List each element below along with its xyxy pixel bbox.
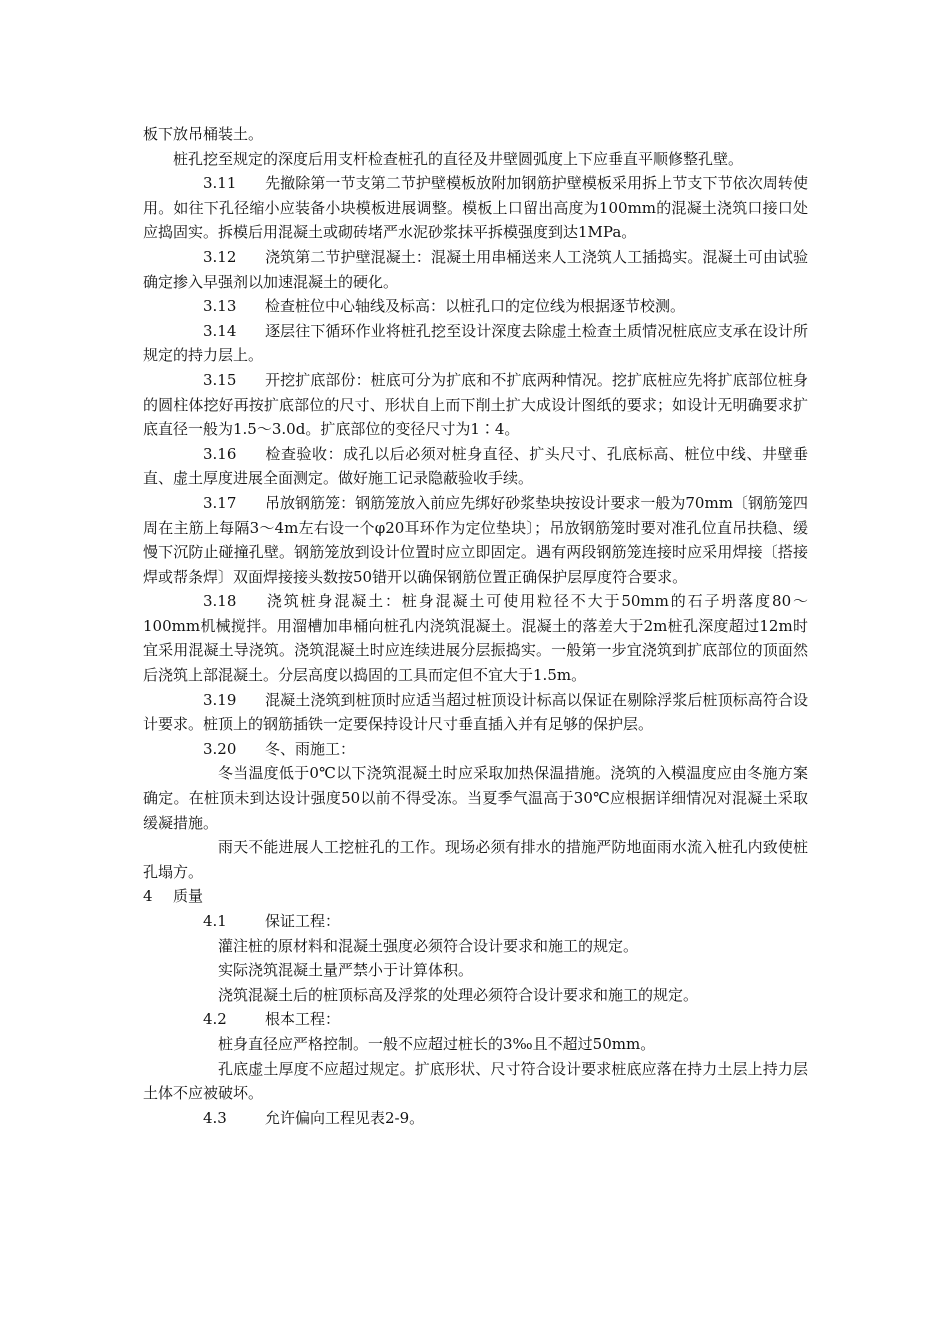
- paragraph-continuation: 板下放吊桶装土。: [143, 125, 264, 143]
- paragraph-winter-construction: 冬当温度低于0℃以下浇筑混凝土时应采取加热保温措施。浇筑的入模温度应由冬施方案确定。在桩顶未到达设计强度50以前不得受冻。当夏季气温高于30℃应根据详细情况对混凝土采取缓凝措施。: [143, 764, 808, 832]
- clause-number: 3.19: [203, 690, 237, 709]
- clause-number: 4.3: [203, 1108, 227, 1127]
- section-title: 质量: [173, 887, 204, 906]
- clause-text: 浇筑桩身混凝土：桩身混凝土可使用粒径不大于50mm的石子坍落度80～100mm机械搅拌。用溜槽加串桶向桩孔内浇筑混凝土。混凝土的落差大于2m桩孔深度超过12m时宜采用混凝土导浇筑。浇筑混凝土时应连续进展分层振捣实。一般第一步宜浇筑到扩底部位的顶面然后浇筑上部混凝土。分层高度以捣固的工具而定但不宜大于1.5m。: [143, 592, 808, 685]
- clause-text: 冬、雨施工：: [265, 739, 356, 758]
- clause-number: 4.2: [203, 1010, 227, 1029]
- paragraph-rain-construction: 雨天不能进展人工挖桩孔的工作。现场必须有排水的措施严防地面雨水流入桩孔内致使桩孔塌方。: [143, 838, 808, 881]
- section-number: 4: [143, 887, 153, 906]
- clause-4-2: [143, 1007, 808, 1032]
- list-item: 实际浇筑混凝土量严禁小于计算体积。: [218, 961, 474, 980]
- clause-number: 3.16: [203, 444, 237, 463]
- clause-number: 3.15: [203, 370, 237, 389]
- list-item: 浇筑混凝土后的桩顶标高及浮浆的处理必须符合设计要求和施工的规定。: [218, 985, 699, 1004]
- clause-3-12: [143, 245, 808, 294]
- clause-text: 保证工程：: [265, 912, 341, 930]
- clause-text: 开挖扩底部份：桩底可分为扩底和不扩底两种情况。挖扩底桩应先将扩底部位桩身的圆柱体挖好再按扩底部位的尺寸、形状自上而下削土扩大成设计图纸的要求；如设计无明确要求扩底直径一般为1.5～3.0d。扩底部位的变径尺寸为1∶4。: [143, 370, 808, 439]
- clause-4-3: [143, 1106, 808, 1131]
- clause-3-15: [143, 368, 808, 442]
- clause-number: 3.20: [203, 739, 237, 758]
- clause-3-11: [143, 171, 808, 245]
- clause-3-18: [143, 589, 808, 687]
- clause-number: 3.18: [203, 592, 237, 611]
- clause-3-14: [143, 319, 808, 368]
- clause-3-13: [143, 294, 808, 319]
- paragraph-pile-diameter: 桩身直径应严格控制。一般不应超过桩长的3‰且不超过50mm。: [218, 1034, 656, 1053]
- clause-3-20: [143, 737, 808, 762]
- clause-number: 3.14: [203, 321, 237, 340]
- clause-number: 3.13: [203, 297, 237, 316]
- clause-text: 浇筑第二节护壁混凝土：混凝土用串桶送来人工浇筑人工插捣实。混凝土可由试验确定掺入早强剂以加速混凝土的硬化。: [143, 247, 808, 291]
- paragraph-pile-hole-check: 桩孔挖至规定的深度后用支杆检查桩孔的直径及井壁圆弧度上下应垂直平顺修整孔壁。: [173, 149, 744, 168]
- clause-number: 3.17: [203, 493, 237, 512]
- clause-3-16: [143, 442, 808, 491]
- list-item: 灌注桩的原材料和混凝土强度必须符合设计要求和施工的规定。: [218, 936, 639, 955]
- paragraph-hole-bottom: 孔底虚土厚度不应超过规定。扩底形状、尺寸符合设计要求桩底应落在持力土层上持力层土体不应被破坏。: [143, 1059, 808, 1103]
- clause-4-1: [143, 909, 808, 934]
- clause-3-19: [143, 688, 808, 737]
- clause-text: 允许偏向工程见表2-9。: [265, 1108, 425, 1127]
- clause-text: 混凝土浇筑到桩顶时应适当超过桩顶设计标高以保证在剔除浮浆后桩顶标高符合设计要求。桩顶上的钢筋插铁一定要保持设计尺寸垂直插入并有足够的保护层。: [143, 690, 808, 734]
- clause-text: 根本工程：: [265, 1010, 341, 1029]
- section-4-heading: [143, 884, 808, 909]
- clause-number: 3.12: [203, 247, 237, 266]
- clause-text: 检查桩位中心轴线及标高：以桩孔口的定位线为根据逐节校测。: [265, 297, 686, 316]
- clause-number: 4.1: [203, 912, 227, 930]
- document-body: [143, 122, 808, 1130]
- clause-text: 逐层往下循环作业将桩孔挖至设计深度去除虚土检查土质情况桩底应支承在设计所规定的持力层上。: [143, 321, 808, 365]
- clause-3-17: [143, 491, 808, 589]
- clause-text: 检查验收：成孔以后必须对桩身直径、扩头尺寸、孔底标高、桩位中线、井壁垂直、虚土厚度进展全面测定。做好施工记录隐蔽验收手续。: [143, 444, 808, 488]
- clause-text: 吊放钢筋笼：钢筋笼放入前应先绑好砂浆垫块按设计要求一般为70mm〔钢筋笼四周在主筋上每隔3～4m左右设一个φ20耳环作为定位垫块〕；吊放钢筋笼时要对准孔位直吊扶稳、缓慢下沉防止碰撞孔壁。钢筋笼放到设计位置时应立即固定。遇有两段钢筋笼连接时应采用焊接〔搭接焊或帮条焊〕双面焊接接头数按50错开以确保钢筋位置正确保护层厚度符合要求。: [143, 493, 808, 586]
- clause-number: 3.11: [203, 174, 237, 193]
- clause-text: 先撤除第一节支第二节护壁模板放附加钢筋护壁模板采用拆上节支下节依次周转使用。如往下孔径缩小应装备小块模板进展调整。模板上口留出高度为100mm的混凝土浇筑口接口处应捣固实。拆模后用混凝土或砌砖堵严水泥砂浆抹平拆模强度到达1MPa。: [143, 174, 808, 242]
